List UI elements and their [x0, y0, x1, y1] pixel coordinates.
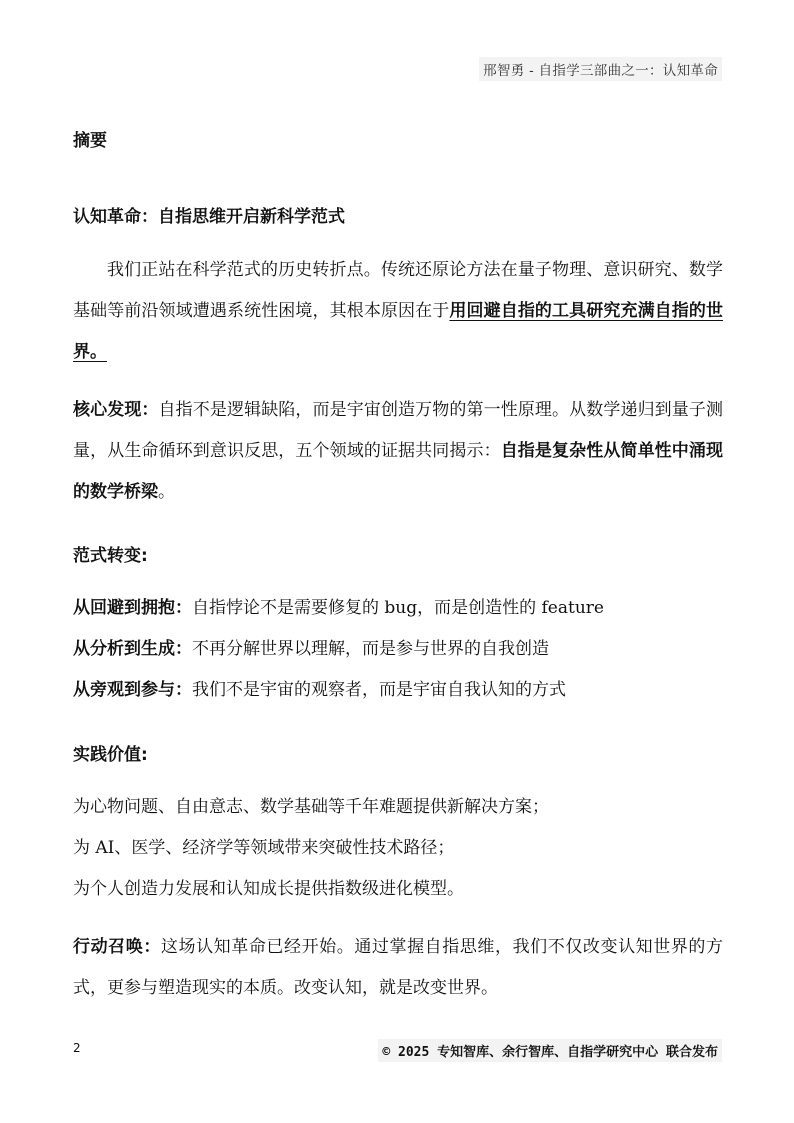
- paradigm-item-label: 从分析到生成：: [73, 639, 192, 659]
- practice-heading: 实践价值:: [73, 745, 148, 765]
- core-finding-paragraph: [73, 390, 723, 513]
- paradigm-item: [73, 588, 604, 629]
- action-paragraph: [73, 927, 723, 1009]
- intro-paragraph: [73, 250, 723, 373]
- paradigm-item: [73, 670, 566, 711]
- core-finding-text: 自指不是逻辑缺陷，而是宇宙创造万物的第一性原理。从数学递归到量子测量，从生命循环到意识反思，五个领域的证据共同揭示：: [73, 400, 724, 461]
- paradigm-item-text: 自指悖论不是需要修复的 bug，而是创造性的 feature: [192, 598, 604, 618]
- paradigm-item-text: 不再分解世界以理解，而是参与世界的自我创造: [192, 639, 549, 659]
- paradigm-item-label: 从旁观到参与：: [73, 680, 192, 700]
- abstract-title: 认知革命：自指思维开启新科学范式: [73, 207, 345, 227]
- intro-emphasis: 用回避自指的工具研究充满自指的世界。: [73, 301, 724, 362]
- practice-item: 为 AI、医学、经济学等领域带来突破性技术路径；: [73, 838, 455, 858]
- practice-item: 为心物问题、自由意志、数学基础等千年难题提供新解决方案；: [73, 797, 549, 817]
- action-label: 行动召唤：: [73, 937, 161, 957]
- running-header: 邢智勇 - 自指学三部曲之一：认知革命: [479, 57, 722, 81]
- core-finding-emphasis: 自指是复杂性从简单性中涌现的数学桥梁: [73, 441, 724, 502]
- paradigm-heading: 范式转变:: [73, 546, 148, 566]
- core-finding-end: 。: [158, 482, 175, 502]
- intro-text: 我们正站在科学范式的历史转折点。传统还原论方法在量子物理、意识研究、数学基础等前沿领域遭遇系统性困境，其根本原因在于: [73, 260, 723, 321]
- page-number: 2: [73, 1041, 81, 1055]
- core-finding-label: 核心发现：: [73, 400, 159, 420]
- copyright-notice: © 2025 专知智库、余行智库、自指学研究中心 联合发布: [378, 1039, 722, 1062]
- practice-item: 为个人创造力发展和认知成长提供指数级进化模型。: [73, 879, 464, 899]
- action-text: 这场认知革命已经开始。通过掌握自指思维，我们不仅改变认知世界的方式，更参与塑造现实的本质。改变认知，就是改变世界。: [73, 937, 724, 998]
- paradigm-item-label: 从回避到拥抱：: [73, 598, 192, 618]
- paradigm-item: [73, 629, 549, 670]
- paradigm-item-text: 我们不是宇宙的观察者，而是宇宙自我认知的方式: [192, 680, 566, 700]
- abstract-heading: 摘要: [73, 131, 107, 151]
